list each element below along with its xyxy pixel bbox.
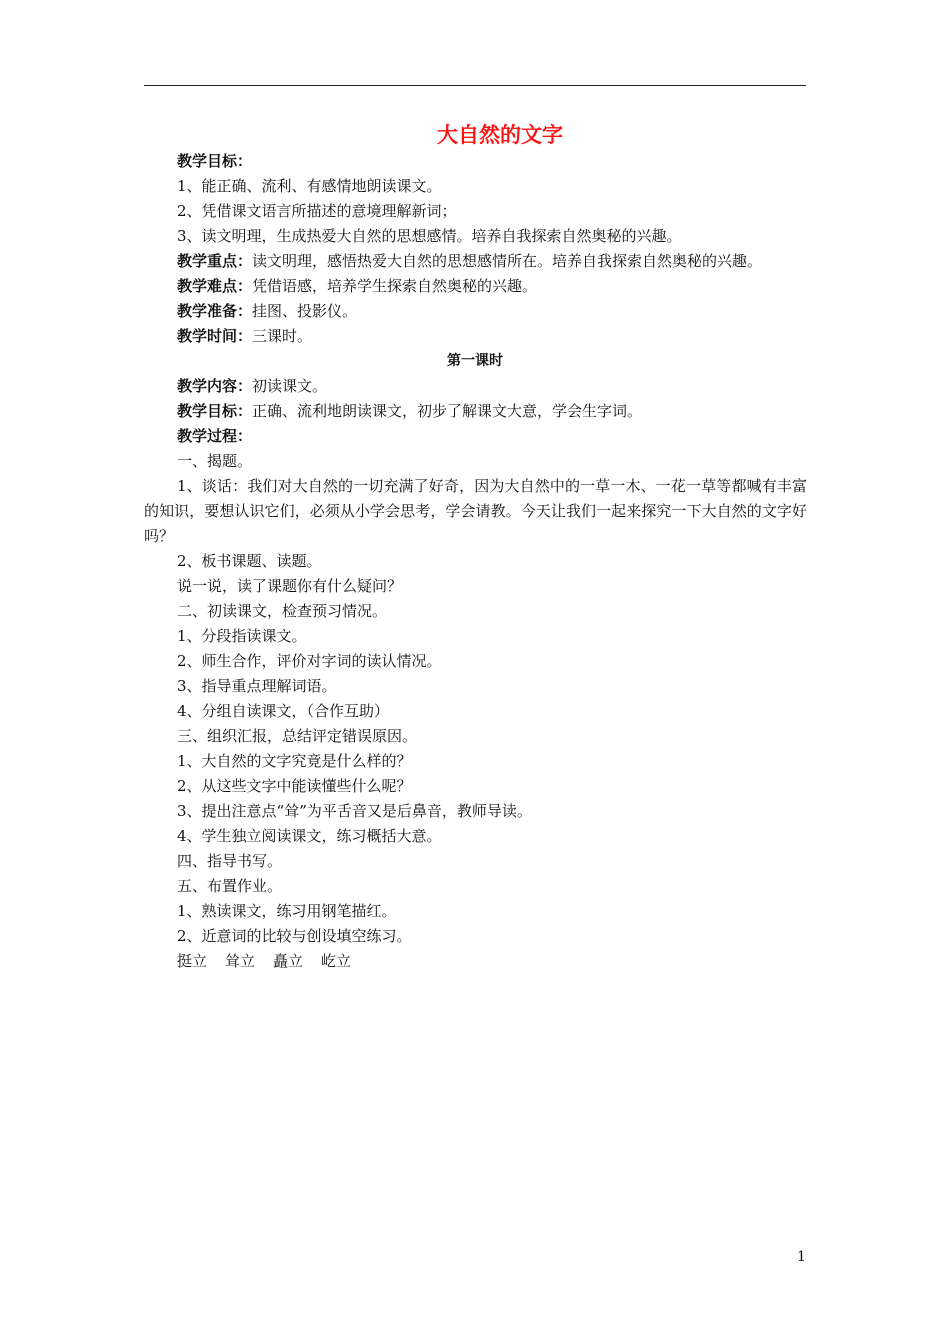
word-item: 矗立	[273, 952, 304, 970]
lesson-objective: 教学目标：正确、流利地朗读课文，初步了解课文大意，学会生字词。	[177, 402, 643, 420]
process-line: 3、提出注意点“耸”为平舌音又是后鼻音，教师导读。	[177, 802, 532, 820]
lesson-heading: 第一课时	[447, 353, 503, 369]
step-1-paragraph: 1、谈话：我们对大自然的一切充满了好奇，因为大自然中的一草一木、一花一草等都喊有丰富的知识，要想认识它们，必须从小学会思考，学会请教。今天让我们一起来探究一下大自然的文字好吗？	[144, 477, 807, 545]
difficulty: 教学难点：凭借语感，培养学生探索自然奥秘的兴趣。	[177, 277, 538, 295]
page-number: 1	[797, 1249, 806, 1265]
process-line: 1、大自然的文字究竟是什么样的？	[177, 752, 412, 770]
key-point: 教学重点：读文明理，感悟热爱大自然的思想感情所在。培养自我探索自然奥秘的兴趣。	[177, 252, 763, 270]
process-line: 4、分组自读课文，（合作互助）	[177, 702, 390, 720]
word-item: 挺立	[177, 952, 208, 970]
header-rule	[144, 85, 806, 86]
objective-item-2: 2、凭借课文语言所描述的意境理解新词；	[177, 202, 457, 220]
process-line: 2、板书课题、读题。	[177, 552, 322, 570]
process-label: 教学过程：	[177, 427, 253, 445]
objectives-label: 教学目标：	[177, 152, 253, 170]
objective-item-3: 3、读文明理，生成热爱大自然的思想感情。培养自我探索自然奥秘的兴趣。	[177, 227, 682, 245]
process-line: 2、师生合作，评价对字词的读认情况。	[177, 652, 442, 670]
process-line: 1、分段指读课文。	[177, 627, 307, 645]
document-title: 大自然的文字	[437, 123, 563, 147]
process-line: 二、初读课文，检查预习情况。	[177, 602, 388, 620]
word-item: 屹立	[321, 952, 352, 970]
preparation: 教学准备：挂图、投影仪。	[177, 302, 358, 320]
process-line: 四、指导书写。	[177, 852, 283, 870]
process-line: 三、组织汇报，总结评定错误原因。	[177, 727, 418, 745]
process-line: 五、布置作业。	[177, 877, 283, 895]
process-line: 2、近意词的比较与创设填空练习。	[177, 927, 412, 945]
teaching-time: 教学时间：三课时。	[177, 327, 313, 345]
process-line: 1、熟读课文，练习用钢笔描红。	[177, 902, 397, 920]
process-line: 3、指导重点理解词语。	[177, 677, 337, 695]
word-list	[177, 950, 369, 972]
process-line: 4、学生独立阅读课文，练习概括大意。	[177, 827, 442, 845]
process-line: 说一说，读了课题你有什么疑问？	[177, 577, 403, 595]
lesson-content: 教学内容：初读课文。	[177, 377, 328, 395]
step-1: 一、揭题。	[177, 452, 253, 470]
word-item: 耸立	[225, 952, 256, 970]
objective-item-1: 1、能正确、流利、有感情地朗读课文。	[177, 177, 442, 195]
process-line: 2、从这些文字中能读懂些什么呢？	[177, 777, 412, 795]
